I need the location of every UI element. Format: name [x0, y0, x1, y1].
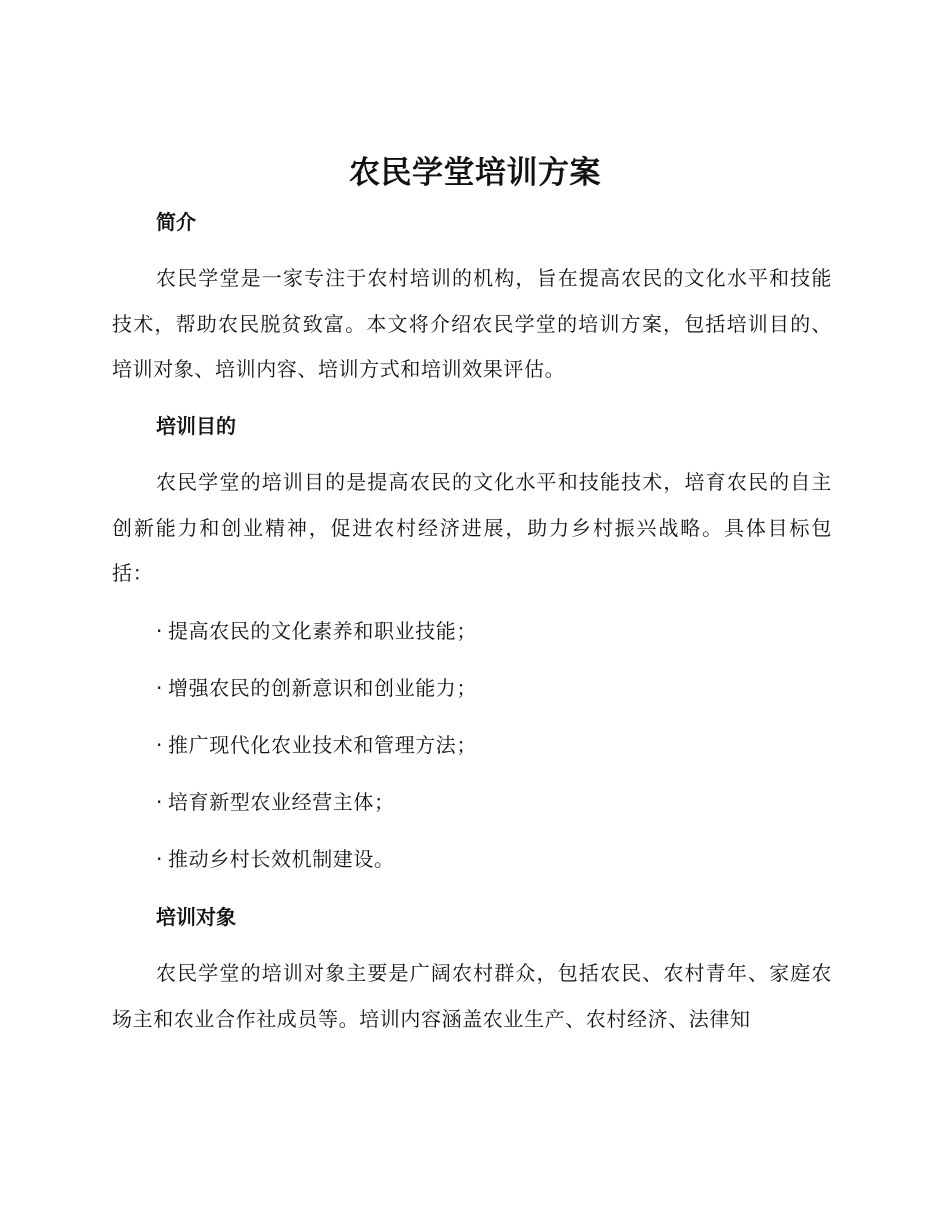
intro-paragraph: 农民学堂是一家专注于农村培训的机构，旨在提高农民的文化水平和技能技术，帮助农民脱贫致富。本文将介绍农民学堂的培训方案，包括培训目的、培训对象、培训内容、培训方式和培训效果评估。 — [112, 266, 832, 381]
goal-item-text: 提高农民的文化素养和职业技能； — [168, 619, 477, 643]
audience-paragraph: 农民学堂的培训对象主要是广阔农村群众，包括农民、农村青年、家庭农场主和农业合作社成员等。培训内容涵盖农业生产、农村经济、法律知 — [112, 961, 832, 1031]
section-heading-goals: 培训目的 — [156, 414, 236, 438]
bullet-marker: · — [156, 790, 163, 814]
goal-item-text: 培育新型农业经营主体； — [168, 790, 395, 814]
goal-list-item — [156, 674, 477, 702]
bullet-marker: · — [156, 733, 163, 757]
bullet-marker: · — [156, 619, 163, 643]
bullet-marker: · — [156, 676, 163, 700]
goal-item-text: 推广现代化农业技术和管理方法； — [168, 733, 477, 757]
bullet-marker: · — [156, 847, 163, 871]
goal-item-text: 增强农民的创新意识和创业能力； — [168, 676, 477, 700]
goal-item-text: 推动乡村长效机制建设。 — [168, 847, 395, 871]
goal-list-item — [156, 731, 477, 759]
goal-list-item — [156, 845, 395, 873]
goals-paragraph: 农民学堂的培训目的是提高农民的文化水平和技能技术，培育农民的自主创新能力和创业精神，促进农村经济进展，助力乡村振兴战略。具体目标包括： — [112, 470, 832, 585]
document-title: 农民学堂培训方案 — [349, 155, 601, 191]
section-heading-intro: 简介 — [156, 210, 196, 234]
section-heading-audience: 培训对象 — [156, 905, 236, 929]
goal-list-item — [156, 617, 477, 645]
goal-list-item — [156, 788, 395, 816]
